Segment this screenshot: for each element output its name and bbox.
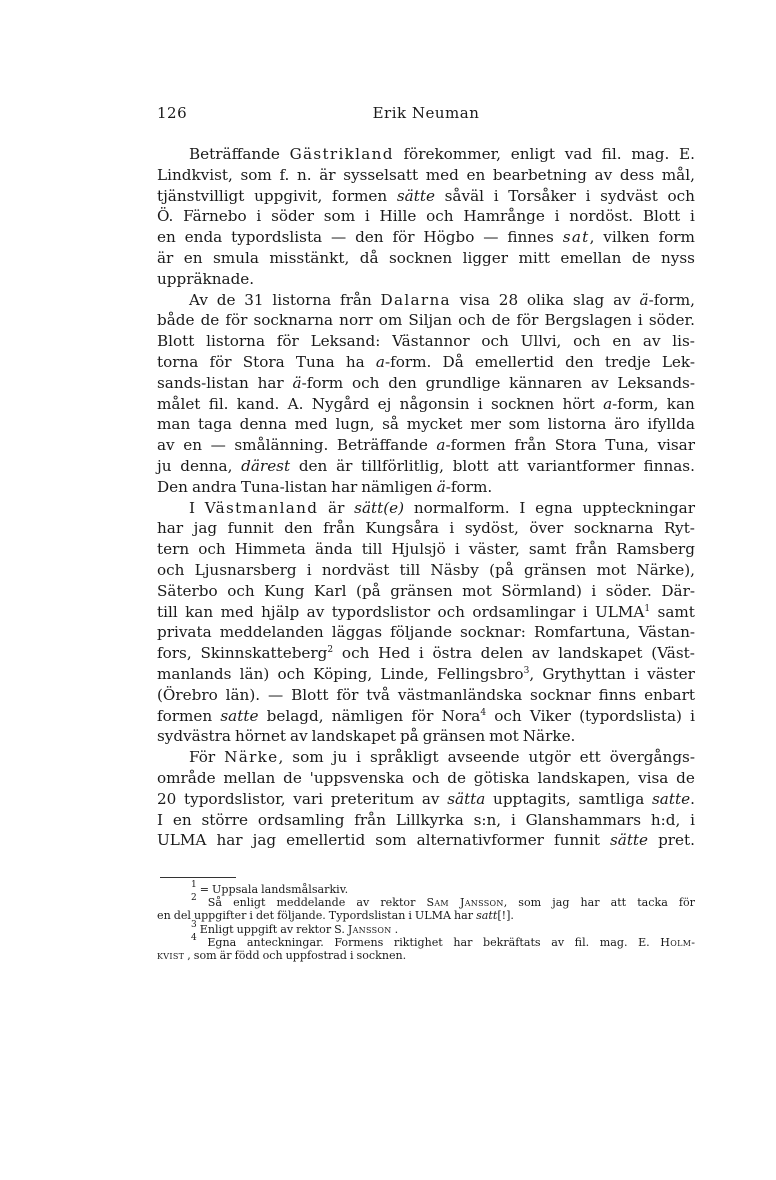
text-line: målet fil. kand. A. Nygård ej någonsin i socknen hört a-form, kan [157, 394, 695, 413]
text-line: För Närke, som ju i språkligt avseende utgör ett övergångs- [189, 748, 695, 767]
footnote-line: $^1$ = Uppsala landsmålsarkiv. [191, 880, 349, 896]
running-header [157, 104, 695, 126]
text-line: man taga denna med lugn, så mycket mer som listorna äro ifyllda [157, 415, 695, 434]
text-line: I en större ordsamling från Lillkyrka s:n, i Glanshammars h:d, i [157, 810, 695, 829]
text-line: en enda typordslista — den för Högbo — finnes sat, vilken form [157, 228, 695, 247]
text-line: Den andra Tuna-listan har nämligen ä-form. [157, 477, 493, 496]
footnote-line: $^2$ Så enligt meddelande av rektor Sam Jansson, som jag har att tacka för [191, 893, 695, 910]
text-line: privata meddelanden läggas följande socknar: Romfartuna, Västan- [157, 623, 695, 642]
text-line: tjänstvilligt uppgivit, formen sätte såväl i Torsåker i sydväst och [157, 186, 695, 205]
text-line: Blott listorna för Leksand: Västannor och Ullvi, och en av lis- [157, 332, 695, 351]
text-line: har jag funnit den från Kungsåra i sydöst, över socknarna Ryt- [157, 519, 695, 538]
text-line: sydvästra hörnet av landskapet på gränsen mot Närke. [157, 727, 576, 746]
text-line: formen satte belagd, nämligen för Nora$^4$ och Viker (typordslista) i [157, 706, 695, 725]
text-line: manlands län) och Köping, Linde, Fellingsbro$^3$, Grythyttan i väster [157, 664, 695, 683]
text-line: I Västmanland är sätt(e) normalform. I egna uppteckningar [189, 498, 695, 517]
text-line: uppräknade. [157, 269, 255, 288]
text-line: och Ljusnarsberg i nordväst till Näsby (på gränsen mot Närke), [157, 560, 695, 579]
text-line: till kan med hjälp av typordslistor och ordsamlingar i ULMA$^1$ samt [157, 602, 695, 621]
text-line: ULMA har jag emellertid som alternativformer funnit sätte pret. [157, 831, 695, 850]
text-line: är en smula misstänkt, då socknen ligger mitt emellan de nyss [157, 248, 695, 267]
text-line: av en — smålänning. Beträffande a-formen från Stora Tuna, visar [157, 436, 695, 455]
text-line: Beträffande Gästrikland förekommer, enligt vad fil. mag. E. [189, 145, 695, 163]
text-line: torna för Stora Tuna ha a-form. Då emellertid den tredje Lek- [157, 352, 695, 371]
text-line: område mellan de 'uppsvenska och de götiska landskapen, visa de [157, 768, 695, 787]
text-line: tern och Himmeta ända till Hjulsjö i väster, samt från Ramsberg [157, 540, 695, 559]
footnote-line: kvist , som är född och uppfostrad i socknen. [157, 948, 407, 962]
text-line: Lindkvist, som f. n. är sysselsatt med en bearbetning av dess mål, [157, 165, 695, 184]
footnote-line: $^4$ Egna anteckningar. Formens riktighet har bekräftats av fil. mag. E. Holm- [191, 932, 695, 949]
text-line: ju denna, därest den är tillförlitlig, blott att variantformer finnas. [157, 456, 695, 475]
page-number: 126 [157, 104, 188, 122]
text-line: både de för socknarna norr om Siljan och de för Bergslagen i söder. [157, 311, 695, 330]
text-line: sands-listan har ä-form och den grundlige kännaren av Leksands- [157, 373, 695, 392]
text-line: Säterbo och Kung Karl (på gränsen mot Sörmland) i söder. Där- [157, 581, 695, 600]
running-title-author: Erik Neuman [372, 104, 480, 122]
body-text [157, 144, 695, 851]
footnotes [157, 880, 695, 962]
text-line: (Örebro län). — Blott för två västmanländska socknar finns enbart [157, 685, 695, 704]
text-line: Av de 31 listorna från Dalarna visa 28 olika slag av ä-form, [189, 290, 695, 309]
footnote-line: en del uppgifter i det följande. Typordslistan i ULMA har satt[!]. [157, 909, 514, 923]
text-line: Ö. Färnebo i söder som i Hille och Hamrånge i nordöst. Blott i [157, 207, 695, 226]
footnote-line: $^3$ Enligt uppgift av rektor S. Jansson . [191, 919, 399, 936]
text-line: fors, Skinnskatteberg$^2$ och Hed i östra delen av landskapet (Väst- [157, 644, 695, 663]
text-line: 20 typordslistor, vari preteritum av sätta upptagits, samtliga satte. [157, 789, 695, 808]
footnote-rule [160, 877, 236, 878]
